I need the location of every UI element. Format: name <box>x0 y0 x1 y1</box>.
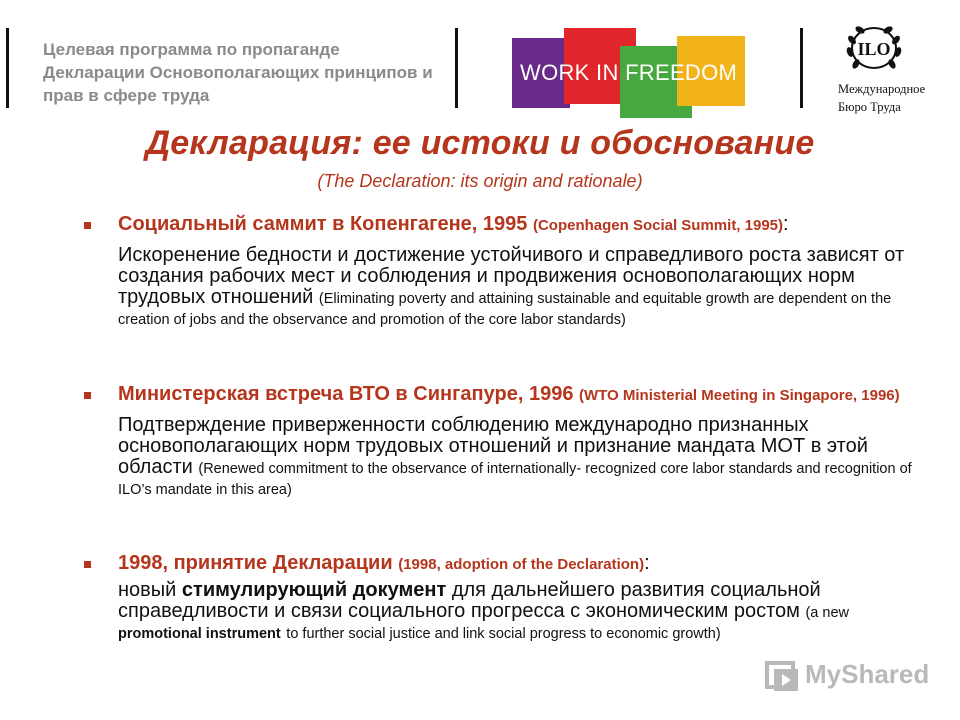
bullet-icon <box>84 222 91 229</box>
bullet-icon <box>84 392 91 399</box>
ilo-caption-line2: Бюро Труда <box>838 100 901 114</box>
list-item <box>84 552 924 643</box>
ilo-caption-line1: Международное <box>838 82 926 96</box>
logo-text: WORK IN FREEDOM <box>520 60 738 85</box>
header-divider-right <box>800 28 803 108</box>
item-heading: 1998, принятие Декларации (1998, adoption of the Declaration): <box>118 552 650 574</box>
slide-title-block <box>0 124 960 192</box>
list-item <box>84 213 924 329</box>
slides-icon <box>765 659 801 695</box>
svg-text:ILO: ILO <box>857 39 891 59</box>
header-divider-left <box>6 28 9 108</box>
bullet-icon <box>84 561 91 568</box>
myshared-watermark <box>765 657 935 697</box>
item-body: Подтверждение приверженности соблюдению международно признанных основополагающих норм трудовых отношений и признание мандата МОТ в этой области (Renewed commitment to the observance of internationally- recognized core labor standards and recognition of ILO’s mandate in this area) <box>118 414 912 498</box>
slide-subtitle: (The Declaration: its origin and rationale) <box>317 171 643 191</box>
item-heading: Социальный саммит в Копенгагене, 1995 (Copenhagen Social Summit, 1995): <box>118 213 789 235</box>
item-heading: Министерская встреча ВТО в Сингапуре, 1996 (WTO Ministerial Meeting in Singapore, 1996) <box>118 383 900 405</box>
item-body: Искоренение бедности и достижение устойчивого и справедливого роста зависят от создания рабочих мест и соблюдения и продвижения основополагающих норм трудовых отношений (Eliminating poverty and attaining sustainable and equitable growth are dependent on the creation of jobs and the observance and promotion of the core labor standards) <box>118 244 905 328</box>
watermark-text: MyShared <box>805 659 930 689</box>
ilo-emblem-icon <box>842 22 906 74</box>
slide-title: Декларация: ее истоки и обоснование <box>145 124 815 162</box>
program-title: Целевая программа по пропаганде Декларации Основополагающих принципов и прав в сфере труда <box>43 40 433 105</box>
work-in-freedom-logo <box>512 28 747 120</box>
header-divider-middle <box>455 28 458 108</box>
ilo-emblem-block <box>838 22 948 116</box>
item-body: новый стимулирующий документ для дальнейшего развития социальной справедливости и связи социального прогресса с экономическим ростом (a new promotional instrument to further social justice and link social progress to economic growth) <box>118 579 849 642</box>
list-item <box>84 383 924 499</box>
